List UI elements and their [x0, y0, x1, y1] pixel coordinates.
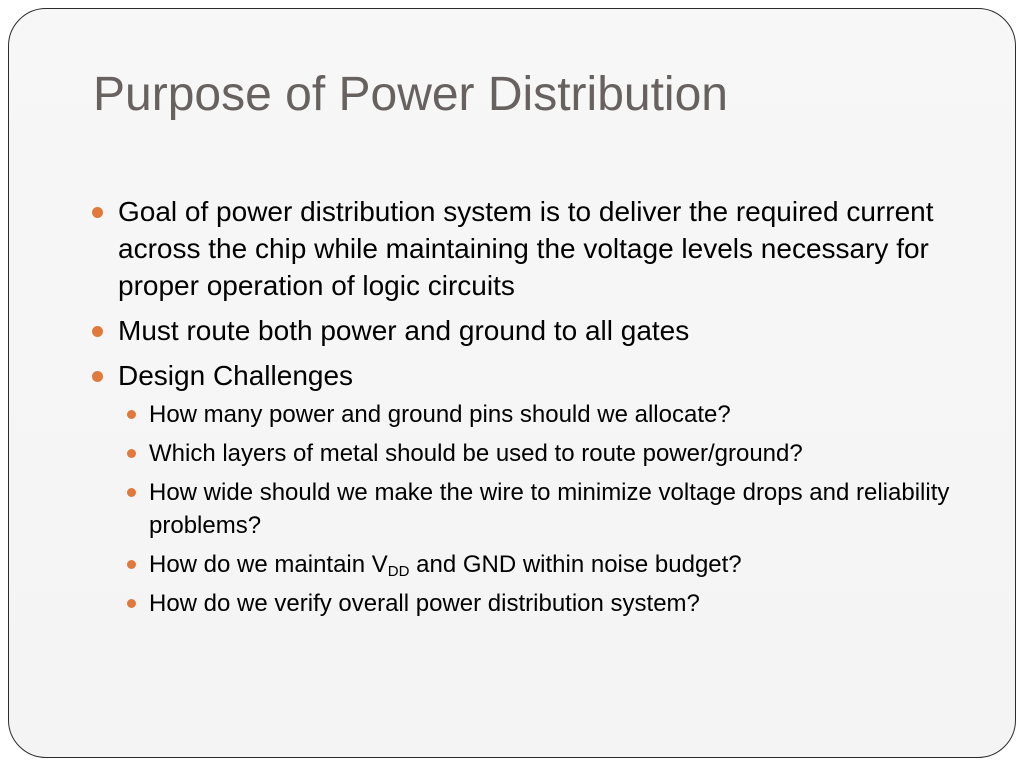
sub-bullet-dot-icon — [127, 488, 136, 497]
bullet-item — [92, 193, 972, 304]
bullet-dot-icon — [92, 207, 103, 218]
sub-bullet-item — [92, 476, 972, 542]
sub-bullet-dot-icon — [127, 449, 136, 458]
sub-bullet-text: How do we verify overall power distribution system? — [149, 590, 700, 617]
bullet-item — [92, 357, 972, 394]
bullet-text: Must route both power and ground to all gates — [118, 315, 690, 346]
sub-bullet-dot-icon — [127, 410, 136, 419]
sub-bullet-item — [92, 548, 972, 581]
bullet-dot-icon — [92, 326, 103, 337]
sub-bullet-dot-icon — [127, 560, 136, 569]
sub-bullet-item — [92, 587, 972, 620]
sub-bullet-text-start: How do we maintain V — [149, 551, 388, 578]
slide-title: Purpose of Power Distribution — [93, 68, 728, 121]
bullet-text: Design Challenges — [118, 360, 354, 391]
sub-bullet-text: How wide should we make the wire to minimize voltage drops and reliability problems? — [149, 479, 950, 539]
sub-bullet-text: Which layers of metal should be used to route power/ground? — [149, 440, 803, 467]
bullet-item — [92, 312, 972, 349]
vdd-subscript: DD — [387, 562, 410, 580]
sub-bullet-text: How many power and ground pins should we allocate? — [149, 401, 731, 428]
sub-bullet-dot-icon — [127, 599, 136, 608]
bullet-text: Goal of power distribution system is to deliver the required current across the chip while maintaining the voltage levels necessary for proper operation of logic circuits — [118, 196, 934, 301]
sub-bullet-item — [92, 437, 972, 470]
bullet-dot-icon — [92, 371, 103, 382]
sub-bullet-item — [92, 398, 972, 431]
slide-content — [92, 193, 972, 626]
sub-bullet-text-end: and GND within noise budget? — [409, 551, 742, 578]
